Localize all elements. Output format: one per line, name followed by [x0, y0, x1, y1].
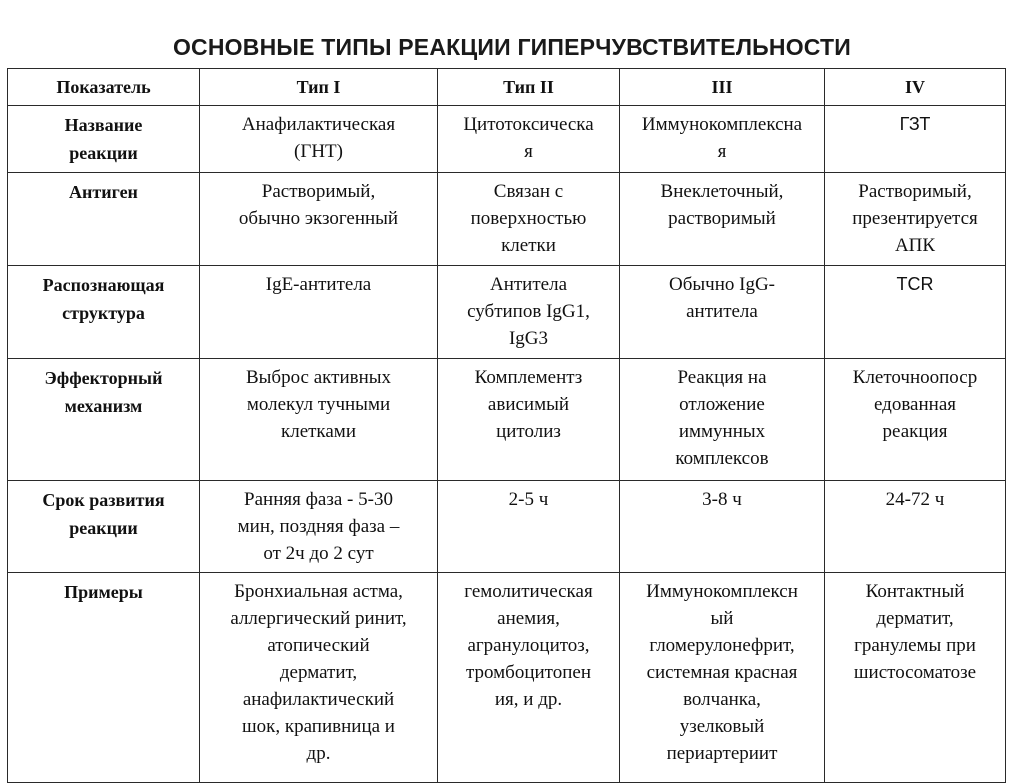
- cell-text-line: Внеклеточный,: [660, 181, 784, 202]
- table-row: [8, 106, 1006, 173]
- row-recognition-structure-type-1: [200, 266, 438, 359]
- row-antigen-label: [8, 173, 200, 266]
- cell-text-line: молекул тучными: [246, 394, 391, 415]
- cell-text-line: ый: [710, 608, 734, 629]
- table-row: [8, 359, 1006, 481]
- row-development-time-type-4: [825, 481, 1006, 573]
- cell-text-line: я: [717, 141, 727, 162]
- cell-text-line: мин, поздняя фаза –: [237, 516, 400, 537]
- cell-text-line: TCR: [896, 274, 934, 294]
- row-reaction-name-type-3: [620, 106, 825, 173]
- row-examples-type-3: [620, 573, 825, 783]
- cell-text-line: клетки: [501, 235, 556, 256]
- cell-text-line: Ранняя фаза - 5-30: [244, 489, 393, 510]
- cell-text-line: др.: [306, 743, 331, 764]
- page-title: ОСНОВНЫЕ ТИПЫ РЕАКЦИИ ГИПЕРЧУВСТВИТЕЛЬНОСТИ: [172, 34, 852, 60]
- row-recognition-structure-label: [8, 266, 200, 359]
- cell-text-line: Иммунокомплексн: [646, 581, 798, 602]
- cell-text-line: Эффекторный: [44, 368, 163, 388]
- row-examples-type-1: [200, 573, 438, 783]
- cell-text-line: АПК: [894, 235, 936, 256]
- cell-text-line: агранулоцитоз,: [467, 635, 590, 656]
- cell-text-line: ГЗТ: [899, 114, 931, 134]
- row-reaction-name-type-4: [825, 106, 1006, 173]
- row-reaction-name-type-1: [200, 106, 438, 173]
- cell-text-line: Антитела: [489, 274, 567, 295]
- cell-text-line: Клеточноопоср: [852, 367, 978, 388]
- cell-text-line: клетками: [280, 421, 357, 442]
- table-row: [8, 266, 1006, 359]
- row-development-time-type-3: [620, 481, 825, 573]
- cell-text-line: обычно экзогенный: [238, 208, 399, 229]
- row-effector-mechanism-type-2: [438, 359, 620, 481]
- row-effector-mechanism-type-3: [620, 359, 825, 481]
- cell-text-line: шистосоматозе: [853, 662, 977, 683]
- cell-text-line: (ГНТ): [294, 141, 343, 162]
- row-development-time-type-2: [438, 481, 620, 573]
- cell-text-line: цитолиз: [496, 421, 561, 442]
- cell-text-line: 24-72 ч: [885, 489, 945, 510]
- cell-text-line: механизм: [64, 396, 143, 416]
- row-recognition-structure-type-2: [438, 266, 620, 359]
- cell-text-line: Выброс активных: [245, 367, 392, 388]
- header-cell-type-1: Тип I: [200, 69, 438, 106]
- cell-text-line: я: [524, 141, 533, 162]
- cell-text-line: едованная: [873, 394, 956, 415]
- cell-text-line: Цитотоксическа: [463, 114, 594, 135]
- hypersensitivity-table: [7, 68, 1006, 783]
- cell-text-line: комплексов: [675, 448, 769, 469]
- cell-text-line: антитела: [686, 301, 758, 322]
- cell-text-line: Растворимый,: [858, 181, 972, 202]
- table-row: [8, 481, 1006, 573]
- row-effector-mechanism-label: [8, 359, 200, 481]
- cell-text-line: Примеры: [64, 582, 143, 602]
- cell-text-line: шок, крапивница и: [242, 716, 395, 737]
- cell-text-line: волчанка,: [683, 689, 761, 710]
- row-reaction-name-label: [8, 106, 200, 173]
- row-development-time-label: [8, 481, 200, 573]
- cell-text-line: Анафилактическая: [241, 114, 396, 135]
- cell-text-line: анемия,: [497, 608, 560, 629]
- row-antigen-type-3: [620, 173, 825, 266]
- row-recognition-structure-type-4: [825, 266, 1006, 359]
- row-antigen-type-1: [200, 173, 438, 266]
- cell-text-line: тромбоцитопен: [465, 662, 592, 683]
- cell-text-line: гломерулонефрит,: [649, 635, 795, 656]
- cell-text-line: растворимый: [668, 208, 776, 229]
- cell-text-line: атопический: [267, 635, 370, 656]
- header-cell-type-4: IV: [825, 69, 1006, 106]
- cell-text-line: ия, и др.: [494, 689, 563, 710]
- cell-text-line: Название: [64, 115, 143, 135]
- cell-text-line: реакция: [882, 421, 948, 442]
- cell-text-line: иммунных: [678, 421, 766, 442]
- cell-text-line: Связан с: [493, 181, 564, 202]
- cell-text-line: гемолитическая: [464, 581, 593, 602]
- cell-text-line: дерматит,: [876, 608, 954, 629]
- header-cell-indicator: Показатель: [8, 69, 200, 106]
- cell-text-line: отложение: [679, 394, 765, 415]
- row-examples-label: [8, 573, 200, 783]
- cell-text-line: Распознающая: [42, 275, 165, 295]
- cell-text-line: 3-8 ч: [702, 489, 742, 510]
- cell-text-line: периартериит: [666, 743, 778, 764]
- cell-text-line: IgG3: [508, 328, 549, 349]
- cell-text-line: дерматит,: [279, 662, 358, 683]
- cell-text-line: аллергический ринит,: [230, 608, 407, 629]
- row-effector-mechanism-type-1: [200, 359, 438, 481]
- cell-text-line: Антиген: [69, 182, 138, 202]
- cell-text-line: системная красная: [646, 662, 798, 683]
- row-development-time-type-1: [200, 481, 438, 573]
- cell-text-line: реакции: [69, 143, 138, 163]
- cell-text-line: Контактный: [865, 581, 965, 602]
- row-recognition-structure-type-3: [620, 266, 825, 359]
- cell-text-line: Реакция на: [677, 367, 767, 388]
- cell-text-line: Комплементз: [474, 367, 583, 388]
- cell-text-line: гранулемы при: [854, 635, 976, 656]
- row-antigen-type-2: [438, 173, 620, 266]
- table-row: [8, 173, 1006, 266]
- row-reaction-name-type-2: [438, 106, 620, 173]
- cell-text-line: структура: [62, 303, 145, 323]
- table-header-row: [8, 69, 1006, 106]
- cell-text-line: Иммунокомплексна: [641, 114, 803, 135]
- header-cell-type-2: Тип II: [438, 69, 620, 106]
- row-antigen-type-4: [825, 173, 1006, 266]
- cell-text-line: реакции: [69, 518, 138, 538]
- cell-text-line: от 2ч до 2 сут: [263, 543, 374, 564]
- table-row: [8, 573, 1006, 783]
- cell-text-line: Обычно IgG-: [668, 274, 775, 295]
- row-examples-type-2: [438, 573, 620, 783]
- cell-text-line: анафилактический: [242, 689, 395, 710]
- cell-text-line: узелковый: [679, 716, 765, 737]
- header-cell-type-3: III: [620, 69, 825, 106]
- cell-text-line: презентируется: [852, 208, 978, 229]
- cell-text-line: 2-5 ч: [508, 489, 549, 510]
- cell-text-line: субтипов IgG1,: [467, 301, 590, 322]
- cell-text-line: ависимый: [487, 394, 570, 415]
- cell-text-line: поверхностью: [470, 208, 587, 229]
- cell-text-line: Бронхиальная астма,: [234, 581, 403, 602]
- cell-text-line: IgE-антитела: [265, 274, 372, 295]
- row-effector-mechanism-type-4: [825, 359, 1006, 481]
- cell-text-line: Срок развития: [42, 490, 165, 510]
- cell-text-line: Растворимый,: [261, 181, 376, 202]
- row-examples-type-4: [825, 573, 1006, 783]
